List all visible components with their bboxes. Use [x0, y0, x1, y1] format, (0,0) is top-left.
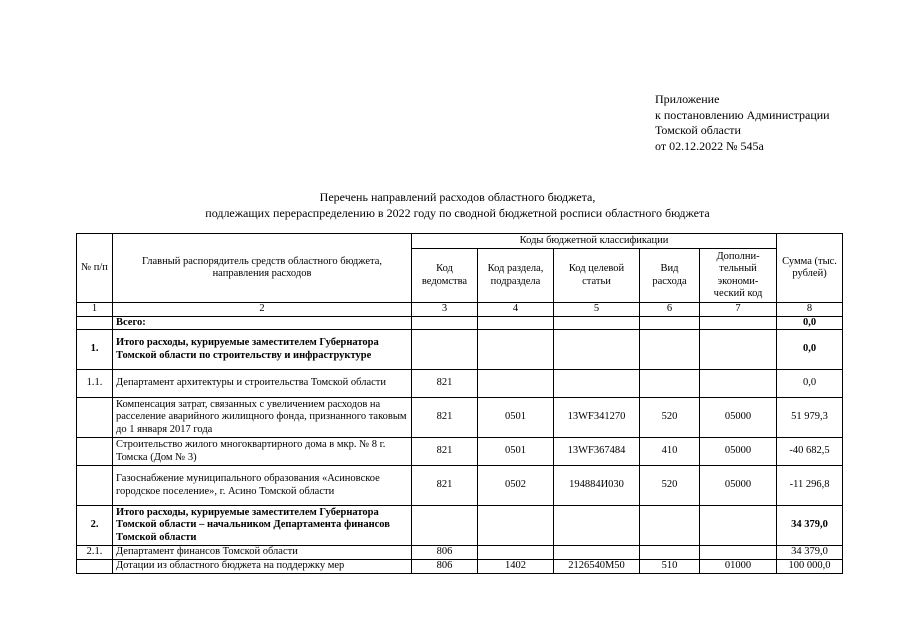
row-dept: 821 — [412, 466, 478, 506]
row-econ: 05000 — [700, 398, 777, 438]
row-name: Газоснабжение муниципального образования «Асиновское городское поселение», г. Асино Томской области — [113, 466, 412, 506]
row-sum: 0,0 — [777, 370, 843, 398]
header-econ-code: Дополни-тельный экономи-ческий код — [700, 249, 777, 303]
row-sum: -11 296,8 — [777, 466, 843, 506]
row-section: 0502 — [478, 466, 554, 506]
title-line-1: Перечень направлений расходов областного бюджета, — [319, 190, 596, 204]
row-econ — [700, 316, 777, 330]
row-num — [77, 438, 113, 466]
column-number: 8 — [777, 303, 843, 317]
column-number: 3 — [412, 303, 478, 317]
row-sum: 0,0 — [777, 330, 843, 370]
approval-header — [655, 92, 830, 154]
row-target: 2126540М50 — [554, 560, 640, 574]
column-numbers-row — [77, 303, 843, 317]
column-number: 2 — [113, 303, 412, 317]
column-number: 5 — [554, 303, 640, 317]
header-name: Главный распорядитель средств областного бюджета, направления расходов — [113, 234, 412, 303]
row-type: 520 — [640, 398, 700, 438]
row-econ: 01000 — [700, 560, 777, 574]
header-sum: Сумма (тыс. рублей) — [777, 234, 843, 303]
row-num: 1.1. — [77, 370, 113, 398]
header-codes-group: Коды бюджетной классификации — [412, 234, 777, 249]
row-num — [77, 316, 113, 330]
row-sum: 34 379,0 — [777, 546, 843, 560]
row-section — [478, 370, 554, 398]
header-target-code: Код целевой статьи — [554, 249, 640, 303]
header-line: Томской области — [655, 123, 741, 137]
row-target — [554, 506, 640, 546]
row-type — [640, 330, 700, 370]
row-type: 520 — [640, 466, 700, 506]
row-num: 2. — [77, 506, 113, 546]
row-dept — [412, 330, 478, 370]
row-econ — [700, 546, 777, 560]
row-num — [77, 466, 113, 506]
row-num — [77, 398, 113, 438]
document-title — [0, 190, 905, 221]
column-number: 7 — [700, 303, 777, 317]
row-target: 194884И030 — [554, 466, 640, 506]
row-name: Строительство жилого многоквартирного дома в мкр. № 8 г. Томска (Дом № 3) — [113, 438, 412, 466]
row-dept — [412, 506, 478, 546]
row-type — [640, 316, 700, 330]
row-section: 1402 — [478, 560, 554, 574]
row-sum: 34 379,0 — [777, 506, 843, 546]
column-number: 4 — [478, 303, 554, 317]
row-dept — [412, 316, 478, 330]
table-row — [77, 370, 843, 398]
row-target — [554, 316, 640, 330]
table-row — [77, 398, 843, 438]
row-dept: 821 — [412, 370, 478, 398]
row-section — [478, 506, 554, 546]
table-row — [77, 560, 843, 574]
row-name: Всего: — [113, 316, 412, 330]
header-line: от 02.12.2022 № 545а — [655, 138, 764, 153]
table-row — [77, 466, 843, 506]
row-type — [640, 546, 700, 560]
row-type: 410 — [640, 438, 700, 466]
row-target: 13WF367484 — [554, 438, 640, 466]
table-row — [77, 546, 843, 560]
budget-table — [76, 233, 843, 574]
row-num: 1. — [77, 330, 113, 370]
row-econ — [700, 370, 777, 398]
table-row — [77, 316, 843, 330]
row-econ: 05000 — [700, 438, 777, 466]
row-target — [554, 330, 640, 370]
header-expense-type: Вид расхода — [640, 249, 700, 303]
row-name: Департамент архитектуры и строительства Томской области — [113, 370, 412, 398]
title-line-2: подлежащих перераспределению в 2022 году по сводной бюджетной росписи областного бюджета — [205, 205, 710, 220]
column-number: 6 — [640, 303, 700, 317]
table-row — [77, 330, 843, 370]
row-dept: 821 — [412, 438, 478, 466]
header-dept-code: Код ведомства — [412, 249, 478, 303]
row-dept: 806 — [412, 560, 478, 574]
row-section — [478, 316, 554, 330]
header-line: Приложение — [655, 92, 720, 106]
column-number: 1 — [77, 303, 113, 317]
table-row — [77, 438, 843, 466]
row-dept: 806 — [412, 546, 478, 560]
row-dept: 821 — [412, 398, 478, 438]
row-target: 13WF341270 — [554, 398, 640, 438]
row-section — [478, 330, 554, 370]
row-section: 0501 — [478, 398, 554, 438]
header-num: № п/п — [77, 234, 113, 303]
row-name: Департамент финансов Томской области — [113, 546, 412, 560]
row-type: 510 — [640, 560, 700, 574]
row-sum: 51 979,3 — [777, 398, 843, 438]
row-num: 2.1. — [77, 546, 113, 560]
row-name: Итого расходы, курируемые заместителем Губернатора Томской области – начальником Департамента финансов Томской области — [113, 506, 412, 546]
row-econ — [700, 506, 777, 546]
row-sum: -40 682,5 — [777, 438, 843, 466]
row-section: 0501 — [478, 438, 554, 466]
row-name: Компенсация затрат, связанных с увеличением расходов на расселение аварийного жилищного фонда, признанного таковым до 1 января 2017 года — [113, 398, 412, 438]
header-line: к постановлению Администрации — [655, 107, 830, 122]
row-econ — [700, 330, 777, 370]
row-type — [640, 370, 700, 398]
row-sum: 100 000,0 — [777, 560, 843, 574]
row-econ: 05000 — [700, 466, 777, 506]
row-section — [478, 546, 554, 560]
row-num — [77, 560, 113, 574]
row-target — [554, 370, 640, 398]
table-row — [77, 506, 843, 546]
header-section-code: Код раздела, подраздела — [478, 249, 554, 303]
row-name: Дотации из областного бюджета на поддержку мер — [113, 560, 412, 574]
row-type — [640, 506, 700, 546]
row-target — [554, 546, 640, 560]
row-name: Итого расходы, курируемые заместителем Губернатора Томской области по строительству и инфраструктуре — [113, 330, 412, 370]
row-sum: 0,0 — [777, 316, 843, 330]
